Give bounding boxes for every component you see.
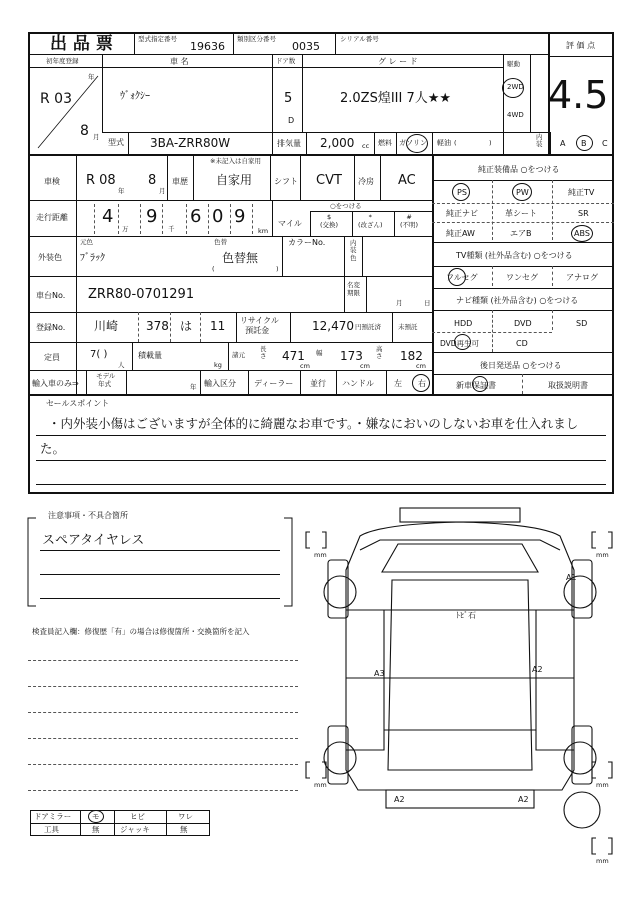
exchange-mark: $ (交換): [320, 213, 339, 229]
man-unit: 万: [122, 225, 129, 233]
model-cert-label: 型式指定番号: [138, 35, 177, 43]
divider: [167, 154, 168, 200]
divider: [432, 242, 614, 243]
divider: [432, 132, 433, 154]
divider: [28, 276, 432, 277]
year-unit: 年: [88, 73, 95, 81]
km-unit: km: [258, 227, 269, 235]
divider: [28, 686, 298, 687]
divider: [230, 204, 231, 234]
divider: [28, 660, 298, 661]
equip-aw: 純正AW: [446, 229, 475, 238]
interior-color-label: 内 装 色: [350, 239, 357, 262]
mileage-digit: 9: [234, 206, 246, 227]
inspection-month-unit: 月: [159, 187, 166, 195]
divider: [492, 310, 493, 352]
doors-value: 5: [284, 91, 293, 106]
equip-pw: PW: [516, 188, 529, 197]
fuel-label: 燃料: [378, 139, 392, 147]
inspector-label: 検査員記入欄：修復歴「有」の場合は修復箇所・交換箇所を記入: [32, 627, 250, 636]
fuel-diesel: 軽油: [437, 139, 451, 147]
divider: [28, 154, 614, 156]
color-no-label: カラーNo.: [288, 238, 326, 247]
divider: [186, 204, 187, 234]
interior-b-circle: [576, 135, 593, 151]
divider: [28, 370, 432, 371]
divider: [28, 738, 298, 739]
recycle-unpaid: 未預託: [398, 323, 418, 331]
divider: [128, 132, 129, 154]
divider: [344, 276, 345, 312]
fuel-paren: ( ): [454, 139, 492, 147]
displacement-value: 2,000: [320, 136, 355, 150]
repaint-paren: (: [212, 265, 215, 273]
divider: [374, 132, 375, 154]
mm-label: mm: [314, 781, 327, 789]
divider: [138, 312, 139, 342]
displacement-label: 排気量: [277, 139, 301, 148]
divider: [76, 154, 77, 394]
divider: [86, 370, 87, 394]
sen-unit: 千: [168, 225, 175, 233]
navi-sd: SD: [576, 319, 588, 328]
rating-value: 4.5: [548, 73, 609, 117]
divider: [40, 574, 280, 575]
divider: [28, 394, 614, 396]
ac-value: AC: [398, 173, 416, 188]
divider: [392, 312, 393, 342]
divider: [126, 370, 127, 394]
cm-unit: cm: [300, 362, 310, 370]
sales-line-2: た。: [40, 441, 66, 456]
import-label: 輸入車のみ⇒: [32, 379, 79, 388]
divider: [102, 132, 548, 133]
tv-fullseg: フルセグ: [446, 273, 478, 282]
divider: [40, 598, 280, 599]
right-circle: [412, 374, 430, 392]
divider: [36, 460, 606, 461]
import-type-label: 輸入区分: [204, 379, 236, 388]
grade-value: 2.0ZS煌III 7人★★: [340, 91, 452, 106]
serial-label: シリアル番号: [340, 35, 379, 43]
divider: [233, 32, 234, 54]
orig-color: ﾌﾞﾗｯｸ: [80, 253, 105, 264]
divider: [310, 211, 432, 212]
reg-num: 11: [210, 319, 226, 333]
recycle-label: リサイクル 預託金: [240, 316, 279, 335]
damage-a3: A3: [374, 669, 385, 678]
equip-leather: 革シート: [505, 209, 537, 218]
fuel-gas: ガソリン: [399, 139, 427, 147]
equip-pw-circle: [512, 183, 532, 201]
exterior-label: 外装色: [38, 253, 62, 262]
tv-analog: アナログ: [566, 273, 598, 282]
divider: [530, 54, 531, 132]
drive-4wd: 4WD: [507, 111, 524, 119]
divider: [36, 435, 606, 436]
name-change-day: 日: [424, 299, 431, 307]
doors-label: ドア数: [276, 57, 296, 65]
mm-label: mm: [596, 857, 609, 865]
kg-unit: kg: [214, 361, 222, 369]
tool-value: 無: [92, 825, 100, 834]
divider: [94, 204, 95, 234]
car-name: ｳﾞｫｸｼｰ: [120, 91, 150, 102]
genuine-header: 純正装備品 ○をつける: [478, 165, 560, 174]
altered-mark: * (改ざん): [358, 213, 383, 229]
tv-fullseg-circle: [448, 268, 466, 286]
door-mirror-value: モ: [92, 812, 100, 821]
capacity-value: 7( ): [90, 349, 108, 360]
mm-label: mm: [596, 551, 609, 559]
width-value: 173: [340, 349, 363, 363]
model-value: 3BA-ZRR80W: [150, 136, 231, 150]
divider: [134, 32, 135, 54]
mileage-digit: 4: [102, 206, 114, 227]
category-label: 類別区分番号: [237, 35, 276, 43]
divider: [132, 342, 133, 370]
orig-color-label: 元色: [80, 238, 93, 246]
doors-suffix: D: [288, 116, 295, 125]
load-label: 積載量: [138, 351, 162, 360]
dims-label: 諸元: [232, 351, 245, 359]
drive-2wd: 2WD: [507, 83, 524, 91]
sales-label: セールスポイント: [46, 399, 110, 408]
post-manual: 取扱説明書: [548, 381, 588, 390]
history-label: 車歴: [172, 177, 188, 186]
chassis-value: ZRR80-0701291: [88, 287, 195, 302]
door-mirror-label: ドアミラー: [34, 812, 72, 821]
navi-cd: CD: [516, 339, 528, 348]
divider: [200, 370, 201, 394]
divider: [432, 288, 614, 289]
navi-dvd: DVD: [514, 319, 532, 328]
model-year-label: モデル 年式: [94, 372, 116, 388]
fuel-gas-circle: [406, 134, 428, 153]
interior-label: 内 装: [536, 133, 543, 149]
damage-a1: A1: [566, 573, 577, 582]
break-label: ワレ: [178, 812, 193, 821]
divider: [30, 823, 210, 824]
divider: [28, 342, 432, 343]
jack-label: ジャッキ: [120, 825, 150, 834]
divider: [432, 203, 614, 204]
tv-oneseg: ワンセグ: [506, 273, 538, 282]
left-option: 左: [394, 379, 402, 388]
divider: [28, 712, 298, 713]
shift-value: CVT: [316, 173, 342, 188]
recycle-unit: 円預託済: [355, 323, 381, 331]
damage-a2-rear-left: A2: [394, 795, 405, 804]
divider: [248, 370, 249, 394]
divider: [272, 200, 273, 236]
divider: [252, 204, 253, 234]
equip-tv: 純正TV: [568, 188, 595, 197]
damage-a2-rear-right: A2: [518, 795, 529, 804]
inspection-value: R 08: [86, 173, 116, 188]
mileage-digit: 0: [212, 206, 224, 227]
divider: [166, 810, 167, 836]
divider: [362, 236, 363, 276]
divider: [352, 211, 353, 236]
chassis-label: 車台No.: [36, 291, 66, 300]
year-unit: 年: [190, 383, 197, 391]
divider: [366, 276, 367, 312]
post-warranty: 新車保証書: [456, 381, 496, 390]
rating-label: 評 価 点: [566, 41, 596, 50]
equip-sr: SR: [578, 209, 589, 218]
divider: [302, 54, 303, 132]
name-change-label: 名変 期限: [347, 281, 360, 297]
month-unit: 月: [93, 133, 100, 141]
divider: [432, 154, 434, 394]
cm-unit: cm: [360, 362, 370, 370]
caution-text: スペアタイヤレス: [42, 533, 145, 548]
tool-label: 工具: [44, 825, 59, 834]
divider: [380, 154, 381, 200]
reg-no-label: 登録No.: [36, 323, 66, 332]
divider: [28, 790, 298, 791]
car-name-label: 車 名: [170, 57, 189, 66]
sales-line-1: ・内外装小傷はございますが全体的に綺麗なお車です。・嫌なにおいのしないお車を仕入れまし: [48, 416, 579, 431]
reg-slash: [32, 68, 102, 152]
dvd-play-circle: [454, 334, 471, 350]
mileage-label: 走行距離: [36, 213, 68, 222]
dvd-play: DVD再生可: [440, 339, 480, 348]
damage-chip: ﾄﾋﾞ石: [456, 611, 476, 620]
capacity-label: 定員: [44, 353, 60, 362]
mm-label: mm: [596, 781, 609, 789]
inspection-month: 8: [148, 173, 157, 188]
divider: [36, 484, 606, 485]
reg-kana: は: [180, 319, 193, 333]
divider: [552, 180, 553, 240]
divider: [228, 342, 229, 370]
first-reg-label: 初年度登録: [46, 57, 79, 65]
jack-value: 無: [180, 825, 188, 834]
divider: [492, 180, 493, 240]
height-value: 182: [400, 349, 423, 363]
model-label: 型式: [108, 138, 124, 147]
divider: [102, 54, 103, 132]
drive-2wd-circle: [502, 78, 524, 98]
interior-b: B: [581, 139, 587, 148]
cc-unit: cc: [362, 142, 370, 150]
interior-c: C: [602, 139, 608, 148]
divider: [310, 211, 311, 236]
divider: [193, 154, 194, 200]
divider: [552, 310, 553, 330]
cm-unit: cm: [416, 362, 426, 370]
divider: [40, 550, 280, 551]
divider: [354, 154, 355, 200]
equip-abs: ABS: [574, 229, 590, 238]
divider: [118, 204, 119, 234]
equip-navi: 純正ナビ: [446, 209, 478, 218]
divider: [432, 374, 614, 375]
form-title: 出 品 票: [50, 34, 113, 54]
post-header: 後日発送品 ○をつける: [480, 361, 562, 370]
mileage-digit: 6: [190, 206, 202, 227]
divider: [432, 310, 614, 311]
tv-header: TV種類 (社外品含む) ○をつける: [456, 251, 573, 260]
history-value: 自家用: [216, 173, 253, 187]
divider: [432, 352, 614, 353]
mile-unit: マイル: [278, 219, 302, 228]
divider: [394, 211, 395, 236]
name-change-month: 月: [396, 299, 403, 307]
divider: [522, 374, 523, 394]
width-label: 幅: [316, 349, 323, 357]
divider: [140, 204, 141, 234]
reg-class: 378: [146, 319, 169, 333]
mark-header: ○をつける: [330, 202, 362, 210]
divider: [80, 810, 81, 836]
dealer-option: ディーラー: [254, 379, 294, 388]
inspection-label: 車検: [44, 177, 60, 186]
category-no: 0035: [292, 40, 320, 53]
divider: [548, 56, 614, 57]
first-reg-year: R 03: [40, 91, 72, 107]
caution-label: 注意事項・不具合箇所: [48, 511, 128, 520]
post-warranty-circle: [472, 376, 488, 392]
divider: [300, 370, 301, 394]
crack-label: ヒビ: [130, 812, 145, 821]
navi-hdd: HDD: [454, 319, 473, 328]
mm-label: mm: [314, 551, 327, 559]
divider: [28, 200, 432, 201]
length-label: 長 さ: [260, 345, 267, 361]
repaint-value: 色替無: [222, 251, 259, 265]
divider: [28, 312, 432, 313]
interior-a: A: [560, 139, 566, 148]
equip-abs-circle: [571, 225, 593, 242]
divider: [492, 266, 493, 286]
shift-label: シフト: [274, 177, 298, 186]
divider: [208, 204, 209, 234]
drive-label: 駆動: [507, 60, 520, 68]
equip-ps: PS: [457, 188, 467, 197]
divider: [270, 154, 271, 200]
divider: [170, 312, 171, 342]
divider: [552, 266, 553, 286]
divider: [236, 312, 237, 342]
grade-label: グ レ ー ド: [378, 57, 418, 66]
car-diagram: [300, 500, 620, 870]
divider: [396, 132, 397, 154]
divider: [432, 332, 552, 333]
right-option: 右: [418, 379, 426, 388]
caution-bracket: [26, 511, 296, 610]
divider: [432, 266, 614, 267]
unknown-mark: # (不明): [400, 213, 419, 229]
divider: [306, 132, 307, 154]
divider: [550, 132, 551, 154]
divider: [432, 222, 614, 223]
divider: [28, 54, 548, 55]
divider: [28, 236, 432, 237]
divider: [336, 370, 337, 394]
door-mirror-circle: [88, 810, 104, 823]
recycle-value: 12,470: [312, 319, 354, 333]
repaint-label: 色替: [214, 238, 227, 246]
divider: [290, 312, 291, 342]
divider: [200, 312, 201, 342]
navi-header: ナビ種類 (社外品含む) ○をつける: [456, 296, 579, 305]
first-reg-month: 8: [80, 123, 89, 139]
damage-a2-right: A2: [532, 665, 543, 674]
divider: [114, 810, 115, 836]
divider: [344, 236, 345, 276]
ac-label: 冷房: [358, 177, 374, 186]
divider: [162, 204, 163, 234]
repaint-paren: ): [276, 265, 279, 273]
equip-ps-circle: [452, 183, 470, 201]
parallel-option: 並行: [310, 379, 326, 388]
model-cert-no: 19636: [190, 40, 225, 53]
divider: [503, 54, 504, 154]
reg-area: 川崎: [94, 319, 119, 333]
divider: [272, 54, 273, 154]
equip-airbag: エアB: [510, 229, 532, 238]
divider: [335, 32, 336, 54]
history-note: ※未記入は自家用: [210, 157, 261, 165]
inspection-year-unit: 年: [118, 187, 125, 195]
length-value: 471: [282, 349, 305, 363]
divider: [28, 764, 298, 765]
divider: [386, 370, 387, 394]
handle-label: ハンドル: [342, 379, 374, 388]
divider: [432, 180, 614, 181]
divider: [282, 236, 283, 276]
person-unit: 人: [118, 361, 125, 369]
mileage-digit: 9: [146, 206, 158, 227]
height-label: 高 さ: [376, 345, 383, 361]
divider: [300, 154, 301, 200]
